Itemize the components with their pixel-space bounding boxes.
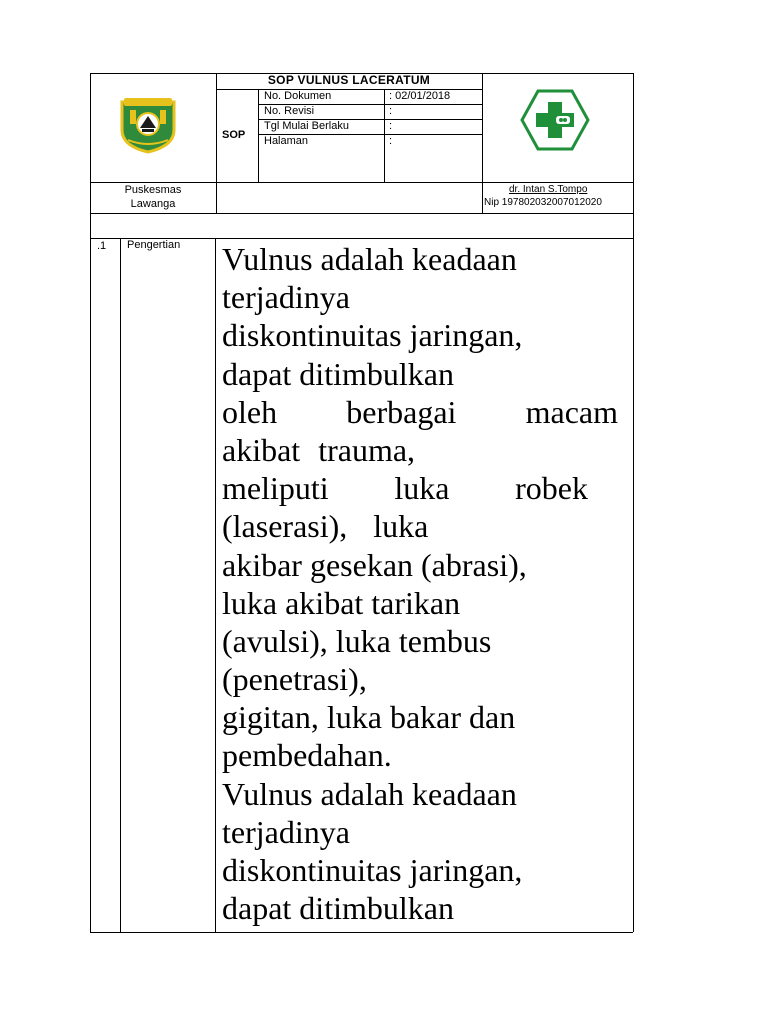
doc-info-value-revision: : <box>389 105 393 117</box>
body-line: luka akibat tarikan <box>222 584 461 621</box>
sop-label-divider <box>258 89 259 182</box>
header-divider-right <box>482 73 483 213</box>
table-border-right <box>633 73 634 932</box>
puskesmas-name-line-1: Puskesmas <box>124 184 182 196</box>
doc-info-label-start-date: Tgl Mulai Berlaku <box>264 120 349 132</box>
doc-info-label-revision: No. Revisi <box>264 105 315 117</box>
body-line: (penetrasi), <box>222 661 367 698</box>
body-line: terjadinya <box>222 279 350 316</box>
puskesmas-logo-icon <box>520 88 590 152</box>
docinfo-value-divider <box>384 89 385 182</box>
body-divider-number <box>120 238 121 932</box>
doc-info-value-number: : 02/01/2018 <box>389 90 451 102</box>
body-line: oleh berbagai macam <box>222 393 618 430</box>
header-divider-left <box>216 73 217 213</box>
sop-label: SOP <box>222 129 246 141</box>
table-line-info-bottom <box>90 213 633 214</box>
body-line: gigitan, luka bakar dan <box>222 699 516 736</box>
table-border-bottom <box>90 932 633 933</box>
doc-info-label-number: No. Dokumen <box>264 90 332 102</box>
doc-info-value-start-date: : <box>389 120 393 132</box>
kabupaten-poso-logo-icon <box>118 96 178 154</box>
body-line: akibar gesekan (abrasi), <box>222 546 527 583</box>
section-label: Pengertian <box>127 239 181 251</box>
body-divider-label <box>215 238 216 932</box>
doc-info-value-page: : <box>389 135 393 147</box>
body-line: terjadinya <box>222 813 350 850</box>
body-line: akibat trauma, <box>222 431 416 468</box>
body-line: diskontinuitas jaringan, <box>222 317 523 354</box>
puskesmas-name-line-2: Lawanga <box>130 198 176 210</box>
body-line: diskontinuitas jaringan, <box>222 852 523 888</box>
body-line: Vulnus adalah keadaan <box>222 775 517 812</box>
doctor-name: dr. Intan S.Tompo <box>509 184 588 195</box>
body-line: dapat ditimbulkan <box>222 890 454 927</box>
section-body-text <box>222 240 618 927</box>
body-line: pembedahan. <box>222 737 392 774</box>
doctor-nip: Nip 197802032007012020 <box>484 197 602 208</box>
body-line: (laserasi), luka <box>222 508 429 545</box>
body-line: (avulsi), luka tembus <box>222 622 492 659</box>
body-line: meliputi luka robek <box>222 470 588 507</box>
body-line: Vulnus adalah keadaan <box>222 241 517 277</box>
sop-title: SOP VULNUS LACERATUM <box>267 73 431 87</box>
section-number: .1 <box>97 240 107 252</box>
body-line: dapat ditimbulkan <box>222 355 454 392</box>
doc-info-label-page: Halaman <box>264 135 309 147</box>
